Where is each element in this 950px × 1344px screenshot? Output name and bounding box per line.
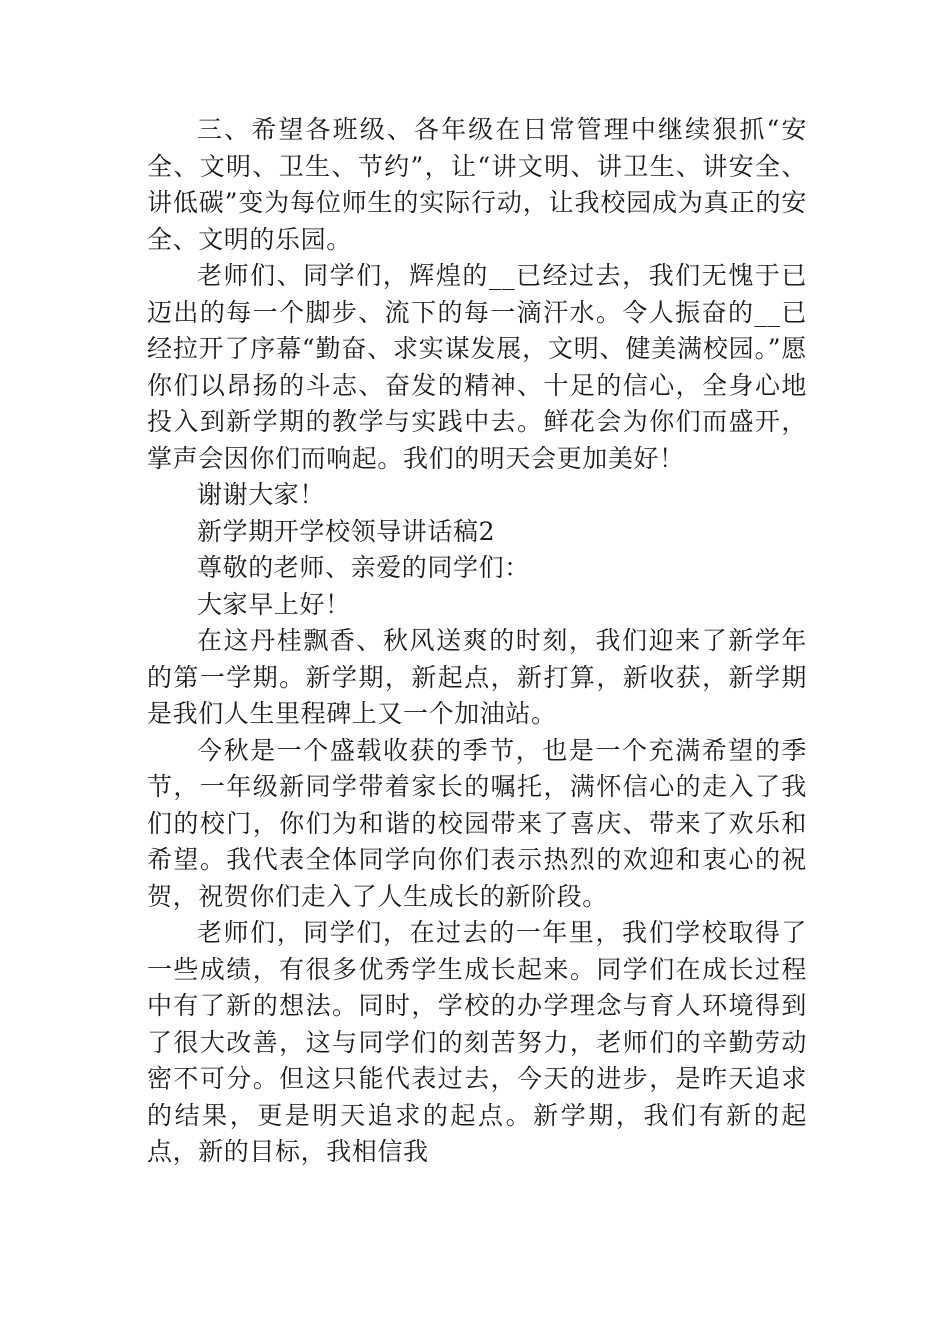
salutation: 尊敬的老师、亲爱的同学们： bbox=[197, 553, 530, 582]
paragraph-address-teachers-students: 老师们、同学们，辉煌的__已经过去，我们无愧于已迈出的每一个脚步、流下的每一滴汗水。令人振奋的__已经拉开了序幕“勤奋、求实谋发展，文明、健美满校园。”愿你们以昂扬的斗志、奋发的精神、十足的信心，全身心地投入到新学期的教学与实践中去。鲜花会为你们而盛开，掌声会因你们而响起。我们的明天会更加美好！ bbox=[147, 261, 807, 473]
section-title: 新学期开学校领导讲话稿2 bbox=[197, 516, 496, 546]
document-body bbox=[147, 112, 807, 1171]
paragraph-thanks: 谢谢大家！ bbox=[197, 480, 326, 509]
paragraph-autumn-welcome: 今秋是一个盛载收获的季节，也是一个充满希望的季节，一年级新同学带着家长的嘱托，满怀信心的走入了我们的校门，你们为和谐的校园带来了喜庆、带来了欢乐和希望。我代表全体同学向你们表示热烈的欢迎和衷心的祝贺，祝贺你们走入了人生成长的新阶段。 bbox=[147, 735, 807, 911]
paragraph-safety-civility: 三、希望各班级、各年级在日常管理中继续狠抓“安全、文明、卫生、节约”，让“讲文明、讲卫生、讲安全、讲低碳”变为每位师生的实际行动，让我校园成为真正的安全、文明的乐园。 bbox=[147, 115, 807, 254]
paragraph-past-year: 老师们，同学们，在过去的一年里，我们学校取得了一些成绩，有很多优秀学生成长起来。同学们在成长过程中有了新的想法。同时，学校的办学理念与育人环境得到了很大改善，这与同学们的刻苦努力，老师们的辛勤劳动密不可分。但这只能代表过去，今天的进步，是昨天追求的结果，更是明天追求的起点。新学期，我们有新的起点，新的目标，我相信我 bbox=[147, 918, 807, 1166]
greeting: 大家早上好！ bbox=[197, 589, 351, 619]
paragraph-new-semester: 在这丹桂飘香、秋风送爽的时刻，我们迎来了新学年的第一学期。新学期，新起点，新打算，新收获，新学期是我们人生里程碑上又一个加油站。 bbox=[147, 626, 807, 728]
